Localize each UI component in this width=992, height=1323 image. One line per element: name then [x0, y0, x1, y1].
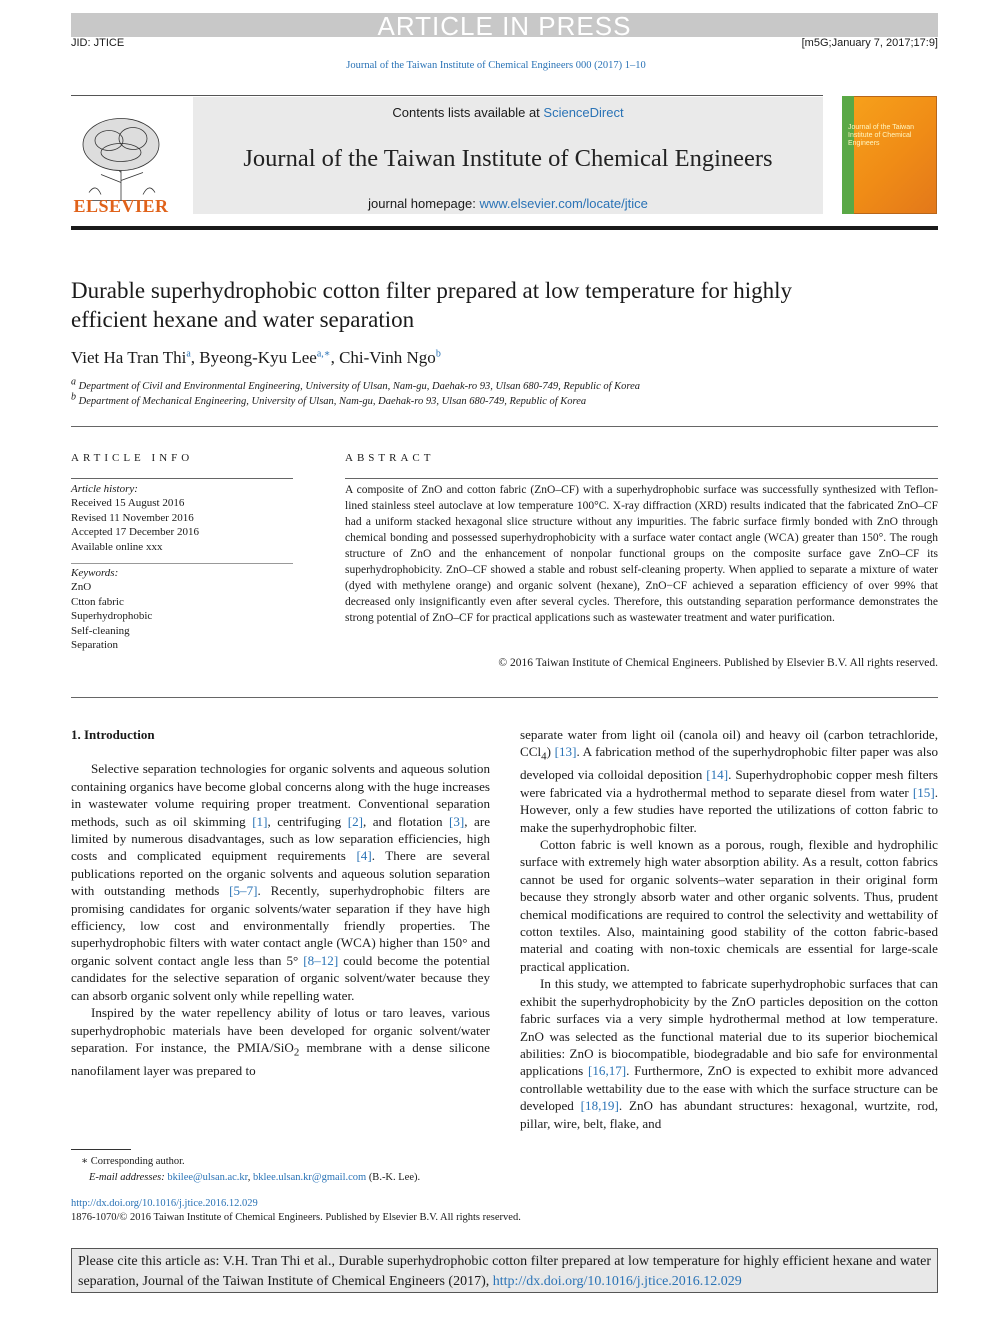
abstract-text: A composite of ZnO and cotton fabric (ZnO–CF) with a superhydrophobic surface was successfully synthesized with Teflon-lined stainless steel autoclave at low temperature 100°C. X-ray diffraction (XRD) results indicated that the fabricated ZnO–CF had a uniform stacked hexagonal slice structure without any impurities. The fabric surface firmly bonded with ZnO through chemical bonding and possessed superhydrophobicity with a surface water contact angle (WCA) greater than 150°. The rough structure of ZnO and the enhancement of nonpolar functional groups on the composite surface gave ZnO–CF its superhydrophobicity. ZnO–CF showed a stable and robust self-cleaning property. When applied to separate a mixture of water (dyed with methylene orange) and organic solvent (hexane), ZnO−CF achieved a separation efficiency of over 99% that decreased only insignificantly even after several cycles. Therefore, this outstanding separation performance demonstrates the strong potential of ZnO–CF for practical applications such as wastewater treatment and water purification.: [345, 484, 938, 624]
author-affiliation-mark[interactable]: a,∗: [316, 348, 331, 360]
author-list: Viet Ha Tran Thi$^a$, Byeong-Kyu Lee$^{a,∗}$, Chi-Vinh Ngo$^b$: [71, 348, 441, 367]
body-paragraph: Inspired by the water repellency ability of lotus or taro leaves, various superhydrophobic materials have been developed for organic solvent/water separation. For instance, the PMIA/SiO$_2$ membrane with a dense silicone nanofilament layer was prepared to: [71, 1005, 490, 1078]
keyword: Self-cleaning: [71, 624, 130, 637]
history-label: Article history:: [71, 483, 138, 495]
journal-name: Journal of the Taiwan Institute of Chemical Engineers: [243, 145, 773, 172]
publisher-name: ELSEVIER: [73, 196, 169, 216]
journal-id: JID: JTICE: [71, 37, 125, 49]
journal-cover-image: [842, 96, 937, 214]
section-divider: [71, 697, 938, 698]
history-entry: Received 15 August 2016: [71, 497, 185, 510]
body-column-left: [71, 726, 490, 1079]
journal-cover-title: Journal of the Taiwan Institute of Chemical Engineers: [848, 124, 915, 147]
homepage-link[interactable]: www.elsevier.com/locate/jtice: [479, 196, 648, 211]
keywords-label: Keywords:: [71, 567, 119, 579]
author-name: Viet Ha Tran Thi: [71, 348, 187, 367]
body-column-right: [520, 726, 938, 1132]
citation-link[interactable]: [5–7]: [229, 883, 258, 899]
history-entry: Available online xxx: [71, 540, 163, 553]
abstract-rule: [345, 478, 938, 479]
homepage-prefix: journal homepage:: [368, 196, 480, 211]
author-name: Chi-Vinh Ngo: [339, 348, 436, 367]
keyword: Superhydrophobic: [71, 610, 153, 623]
citation-link[interactable]: [13]: [554, 744, 577, 760]
abstract-heading: ABSTRACT: [345, 452, 435, 464]
body-paragraph: separate water from light oil (canola oil) and heavy oil (carbon tetrachloride, CCl$_4$) [13]. A fabrication method of the superhydrophobic filter paper was also developed via colloidal deposition [14]. Superhydrophobic copper mesh filters were fabricated via a hydrothermal method to separate diesel from water [15]. However, only a few studies have reported the utilizations of cotton fabric to make the superhydrophobic filter.: [520, 727, 938, 835]
abstract-copyright: © 2016 Taiwan Institute of Chemical Engineers. Published by Elsevier B.V. All rights reserved.: [498, 657, 938, 669]
affiliation: [71, 376, 641, 392]
citation-doi-link[interactable]: http://dx.doi.org/10.1016/j.jtice.2016.12.029: [492, 1273, 742, 1289]
citation-link[interactable]: [16,17]: [587, 1063, 627, 1079]
citation-link[interactable]: [8–12]: [303, 952, 339, 968]
history-entry: Accepted 17 December 2016: [71, 526, 199, 539]
citation-link[interactable]: [14]: [706, 767, 729, 783]
citation-box: [71, 1248, 938, 1293]
body-paragraph: Selective separation technologies for organic solvents and aqueous solution containing organics have become global concerns along with the huge increases in wastewater volume requiring proper treatment. Conventional separation methods, such as oil skimming [1], centrifuging [2], and flotation [3], are limited by numerous disadvantages, such as low separation efficiencies, high costs and complicated equipment requirements [4]. There are several publications reported on the organic solvents and aqueous solution separation with outstanding methods [5–7]. Recently, superhydrophobic filters are promising candidates for organic solvents/water separation if they have high efficiency, low cost and environmentally friendly properties. The superhydrophobic filters with water contact angle (WCA) higher than 150° and organic solvent contact angle less than 5° [8–12] could become the potential candidates for the selective separation of organic solvent/water because they can absorb organic solvent only while repelling water.: [71, 761, 491, 1003]
email-link[interactable]: bklee.ulsan.kr@gmail.com: [253, 1172, 367, 1183]
corresponding-author-note: ∗ Corresponding author.: [81, 1156, 185, 1167]
body-paragraph: Cotton fabric is well known as a porous, rough, flexible and hydrophilic surface with extremely high water absorption ability. As a result, cotton fabrics cannot be used for organic solvents–water separation in their original form because they strongly absorb water and other organic solvents. Thus, prudent chemical modifications are required to control the selectivity and wettability of cotton textiles. Also, maintaining good stability of the cotton fabric-based material and coating with non-toxic chemicals are essential for large-scale practical application.: [520, 837, 938, 974]
email-line: E-mail addresses: bkilee@ulsan.ac.kr, bklee.ulsan.kr@gmail.com (B.-K. Lee).: [89, 1172, 421, 1183]
contents-available-line: [193, 105, 823, 120]
contents-prefix: Contents lists available at: [392, 105, 544, 120]
article-history: [71, 482, 293, 554]
citation-link[interactable]: [4]: [356, 848, 372, 864]
footnote: [71, 1154, 490, 1186]
doi-link[interactable]: http://dx.doi.org/10.1016/j.jtice.2016.12.029: [71, 1198, 258, 1209]
footnote-rule: [71, 1149, 131, 1150]
citation-text: Please cite this article as: V.H. Tran Thi et al., Durable superhydrophobic cotton filter prepared at low temperature for highly efficient hexane and water separation, Journal of the Taiwan Institute of Chemical Engineers (2017),: [78, 1254, 931, 1289]
author-affiliation-mark[interactable]: b: [435, 348, 441, 360]
section-heading: 1. Introduction: [71, 727, 155, 742]
keyword: Ctton fabric: [71, 595, 124, 608]
keyword: ZnO: [71, 581, 92, 594]
citation-link[interactable]: [3]: [448, 813, 465, 829]
citation-link[interactable]: [18,19]: [580, 1098, 619, 1114]
sciencedirect-link[interactable]: ScienceDirect: [543, 105, 624, 120]
affiliation-label: b: [71, 391, 76, 403]
keyword: Separation: [71, 639, 119, 652]
body-paragraph: In this study, we attempted to fabricate superhydrophobic surfaces that can exhibit the superhydrophobicity by the ZnO particles deposition on the cotton fabric surfaces via a very simple hydrothermal method at low temperature. ZnO was selected as the functional material due to its superior biochemical abilities: ZnO is biocompatible, biodegradable and bio safe for environmental applications [16,17]. Furthermore, ZnO is expected to exhibit more advanced controllable wettability due to the ease with which the surface structure can be developed [18,19]. ZnO has abundant structures: hexagonal, wurtzite, rod, pillar, wire, belt, flake, and: [520, 976, 938, 1131]
keywords-rule: [71, 563, 293, 564]
journal-homepage-line: [193, 196, 823, 211]
article-title: Durable superhydrophobic cotton filter prepared at low temperature for highly efficient hexane and water separation: [71, 278, 793, 332]
affiliation-label: a: [71, 376, 76, 388]
email-link[interactable]: bkilee@ulsan.ac.kr: [167, 1172, 248, 1183]
masthead-top-rule: [71, 95, 823, 96]
citation-link[interactable]: [15]: [912, 784, 935, 800]
history-entry: Revised 11 November 2016: [71, 511, 194, 524]
build-stamp: [m5G;January 7, 2017;17:9]: [801, 37, 938, 49]
author-affiliation-mark[interactable]: a: [186, 348, 191, 360]
keywords-list: [71, 566, 293, 652]
affiliation: [71, 391, 587, 407]
masthead-bottom-rule: [71, 226, 938, 230]
issn-copyright: 1876-1070/© 2016 Taiwan Institute of Chemical Engineers. Published by Elsevier B.V. All rights reserved.: [71, 1212, 521, 1223]
citation-link[interactable]: [2]: [347, 813, 363, 829]
affiliation-text: Department of Mechanical Engineering, University of Ulsan, Nam-gu, Daehak-ro 93, Ulsan 680-749, Republic of Korea: [78, 396, 587, 407]
section-divider: [71, 426, 938, 427]
affiliation-text: Department of Civil and Environmental Engineering, University of Ulsan, Nam-gu, Daehak-ro 93, Ulsan 680-749, Republic of Korea: [78, 381, 641, 392]
article-info-rule: [71, 478, 293, 479]
citation-link[interactable]: [1]: [252, 813, 268, 829]
journal-cover-strip: [842, 96, 854, 214]
article-in-press-banner: ARTICLE IN PRESS: [71, 13, 938, 37]
journal-reference-link[interactable]: Journal of the Taiwan Institute of Chemical Engineers 000 (2017) 1–10: [346, 60, 646, 71]
author-name: Byeong-Kyu Lee: [199, 348, 317, 367]
article-info-heading: ARTICLE INFO: [71, 452, 194, 464]
